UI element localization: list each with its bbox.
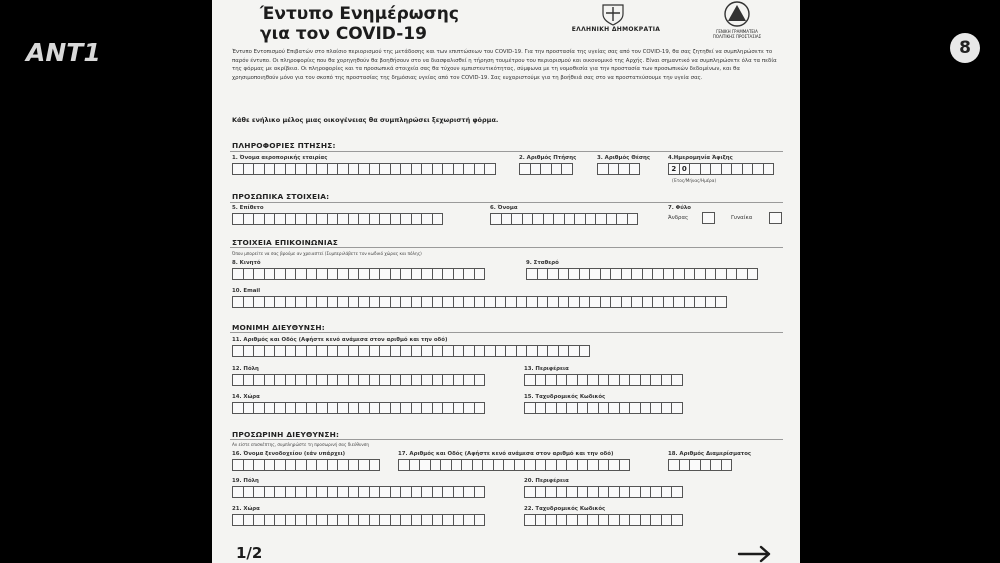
char-box[interactable] (721, 459, 733, 471)
male-checkbox[interactable] (702, 212, 715, 224)
temporary-city-input[interactable] (232, 486, 484, 498)
char-box[interactable] (561, 163, 573, 175)
temporary-region-label: 20. Περιφέρεια (524, 478, 569, 484)
hotel-label: 16. Όνομα ξενοδοχείου (εάν υπάρχει) (232, 451, 346, 457)
permanent-city-input[interactable] (232, 374, 484, 386)
form-intro-text: Έντυπο Εντοπισμού Επιβατών στο πλαίσιο περιορισμού της μετάδοσης και των επιπτώσεων του COVID-19. Για την προστασία της υγείας σας από τον COVID-19, θα σας ζητηθεί να συμπληρώσετε το παρόν έντυπο. Οι πληροφορίες που θα χορηγηθούν θα βοηθήσουν στο να διασφαλισθεί η τήρηση τουμέτρου του περιορισμού και οικονομικό της Αρχής. Είναι σημαντικό να συμπληρώσετε όλα τα πεδία της φόρμας με ακρίβεια. Οι πληροφορίες και τα προσωπικά στοιχεία σας θα τύχουν εμπιστευτικότητας, σύμφωνα με τη νομοθεσία για την προστασία των προσωπικών δεδομένων, και θα χρησιμοποιηθούν μόνο για τον σκοπό της προστασίας της δημόσιας υγείας από τον COVID-19. Σας ευχαριστούμε για τη βοήθειά σας στο να προστατεύσουμε την υγεία σας. (232, 49, 777, 82)
male-label: Άνδρας (668, 215, 689, 221)
char-box[interactable] (579, 345, 591, 357)
name-label: 6. Όνομα (490, 205, 518, 211)
char-box[interactable] (474, 268, 486, 280)
sex-label: 7. Φύλο (668, 205, 692, 211)
temporary-country-input[interactable] (232, 514, 484, 526)
temporary-postal-input[interactable] (524, 514, 682, 526)
char-box[interactable] (671, 486, 683, 498)
char-box[interactable] (369, 459, 381, 471)
temporary-note: Αν είστε επισκέπτης, συμπληρώστε τη προσωρινή σας διεύθυνση (232, 442, 370, 447)
temporary-region-input[interactable] (524, 486, 682, 498)
government-label: ΕΛΛΗΝΙΚΗ ΔΗΜΟΚΡΑΤΙΑ (571, 26, 661, 33)
divider (230, 439, 783, 440)
landline-label: 9. Σταθερό (526, 260, 559, 266)
divider (230, 247, 783, 248)
permanent-postal-input[interactable] (524, 402, 682, 414)
char-box[interactable] (474, 374, 486, 386)
section-title-flight: ΠΛΗΡΟΦΟΡΙΕΣ ΠΤΗΣΗΣ: (232, 141, 336, 150)
arrow-right-icon[interactable] (737, 545, 773, 563)
permanent-region-input[interactable] (524, 374, 682, 386)
divider (230, 332, 783, 333)
ant1-logo-text: ANT1 (26, 38, 101, 67)
landline-input[interactable] (526, 268, 757, 280)
char-box[interactable] (671, 402, 683, 414)
form-title: Έντυπο Ενημέρωσης για τον COVID-19 (260, 4, 459, 44)
mobile-label: 8. Κινητό (232, 260, 261, 266)
char-box[interactable] (747, 268, 759, 280)
char-box[interactable] (629, 163, 641, 175)
civil-protection-logo-icon (722, 0, 752, 28)
char-box[interactable]: 2 (668, 163, 680, 175)
char-box[interactable] (474, 486, 486, 498)
arrival-date-input[interactable] (668, 163, 773, 175)
seat-number-input[interactable] (597, 163, 639, 175)
family-notice: Κάθε ενήλικο μέλος μιας οικογένειας θα συμπληρώσει ξεχωριστή φόρμα. (232, 116, 499, 124)
char-box[interactable] (763, 163, 775, 175)
permanent-country-label: 14. Χώρα (232, 394, 260, 400)
email-input[interactable] (232, 296, 726, 308)
seat-number-label: 3. Αριθμός Θέσης (597, 155, 651, 161)
temporary-city-label: 19. Πόλη (232, 478, 259, 484)
arrival-date-label: 4.Ημερομηνία Άφιξης (668, 155, 733, 161)
divider (230, 151, 783, 152)
female-checkbox[interactable] (769, 212, 782, 224)
permanent-city-label: 12. Πόλη (232, 366, 259, 372)
surname-input[interactable] (232, 213, 442, 225)
char-box[interactable] (671, 514, 683, 526)
female-label: Γυναίκα (731, 215, 753, 221)
section-title-contact: ΣΤΟΙΧΕΙΑ ΕΠΙΚΟΙΝΩΝΙΑΣ (232, 238, 339, 247)
char-box[interactable] (432, 213, 444, 225)
temporary-postal-label: 22. Ταχυδρομικός Κωδικός (524, 506, 606, 512)
section-title-temporary: ΠΡΟΣΩΡΙΝΗ ΔΙΕΥΘΥΝΣΗ: (232, 430, 340, 439)
greek-crest-icon (598, 2, 628, 26)
permanent-postal-label: 15. Ταχυδρομικός Κωδικός (524, 394, 606, 400)
apartment-label: 18. Αριθμός Διαμερίσματος (668, 451, 752, 457)
ant1-logo (24, 30, 104, 70)
flight-number-input[interactable] (519, 163, 572, 175)
section-title-personal: ΠΡΟΣΩΠΙΚΑ ΣΤΟΙΧΕΙΑ: (232, 192, 330, 201)
airline-input[interactable] (232, 163, 495, 175)
hotel-input[interactable] (232, 459, 379, 471)
section-title-permanent: ΜΟΝΙΜΗ ΔΙΕΥΘΥΝΣΗ: (232, 323, 325, 332)
channel-badge: 8 (950, 33, 980, 63)
permanent-street-label: 11. Αριθμός και Οδός (Αφήστε κενό ανάμεσα στον αριθμό και την οδό) (232, 337, 448, 343)
civil-protection-label: ΓΕΝΙΚΗ ΓΡΑΜΜΑΤΕΙΑ ΠΟΛΙΤΙΚΗΣ ΠΡΟΣΤΑΣΙΑΣ (712, 29, 762, 39)
covid-form-page (212, 0, 800, 563)
char-box[interactable]: 0 (679, 163, 691, 175)
date-format-hint: (Έτος/Μήνας/Ημέρα) (672, 178, 717, 183)
contact-note: Όπου μπορείτε να σας βρούμε αν χρειαστεί (Συμπεριλάβετε τον κωδικό χώρας και πόλης) (232, 251, 422, 256)
char-box[interactable] (474, 402, 486, 414)
temporary-street-input[interactable] (398, 459, 629, 471)
name-input[interactable] (490, 213, 637, 225)
permanent-street-input[interactable] (232, 345, 589, 357)
surname-label: 5. Επίθετο (232, 205, 264, 211)
char-box[interactable] (484, 163, 496, 175)
char-box[interactable] (619, 459, 631, 471)
permanent-region-label: 13. Περιφέρεια (524, 366, 569, 372)
char-box[interactable] (671, 374, 683, 386)
apartment-input[interactable] (668, 459, 731, 471)
mobile-input[interactable] (232, 268, 484, 280)
char-box[interactable] (715, 296, 727, 308)
flight-number-label: 2. Αριθμός Πτήσης (519, 155, 577, 161)
temporary-street-label: 17. Αριθμός και Οδός (Αφήστε κενό ανάμεσα στον αριθμό και την οδό) (398, 451, 614, 457)
permanent-country-input[interactable] (232, 402, 484, 414)
email-label: 10. Email (232, 288, 261, 294)
char-box[interactable] (474, 514, 486, 526)
temporary-country-label: 21. Χώρα (232, 506, 260, 512)
page-number: 1/2 (236, 544, 263, 562)
divider (230, 202, 783, 203)
airline-label: 1. Όνομα αεροπορικής εταιρίας (232, 155, 328, 161)
char-box[interactable] (627, 213, 639, 225)
